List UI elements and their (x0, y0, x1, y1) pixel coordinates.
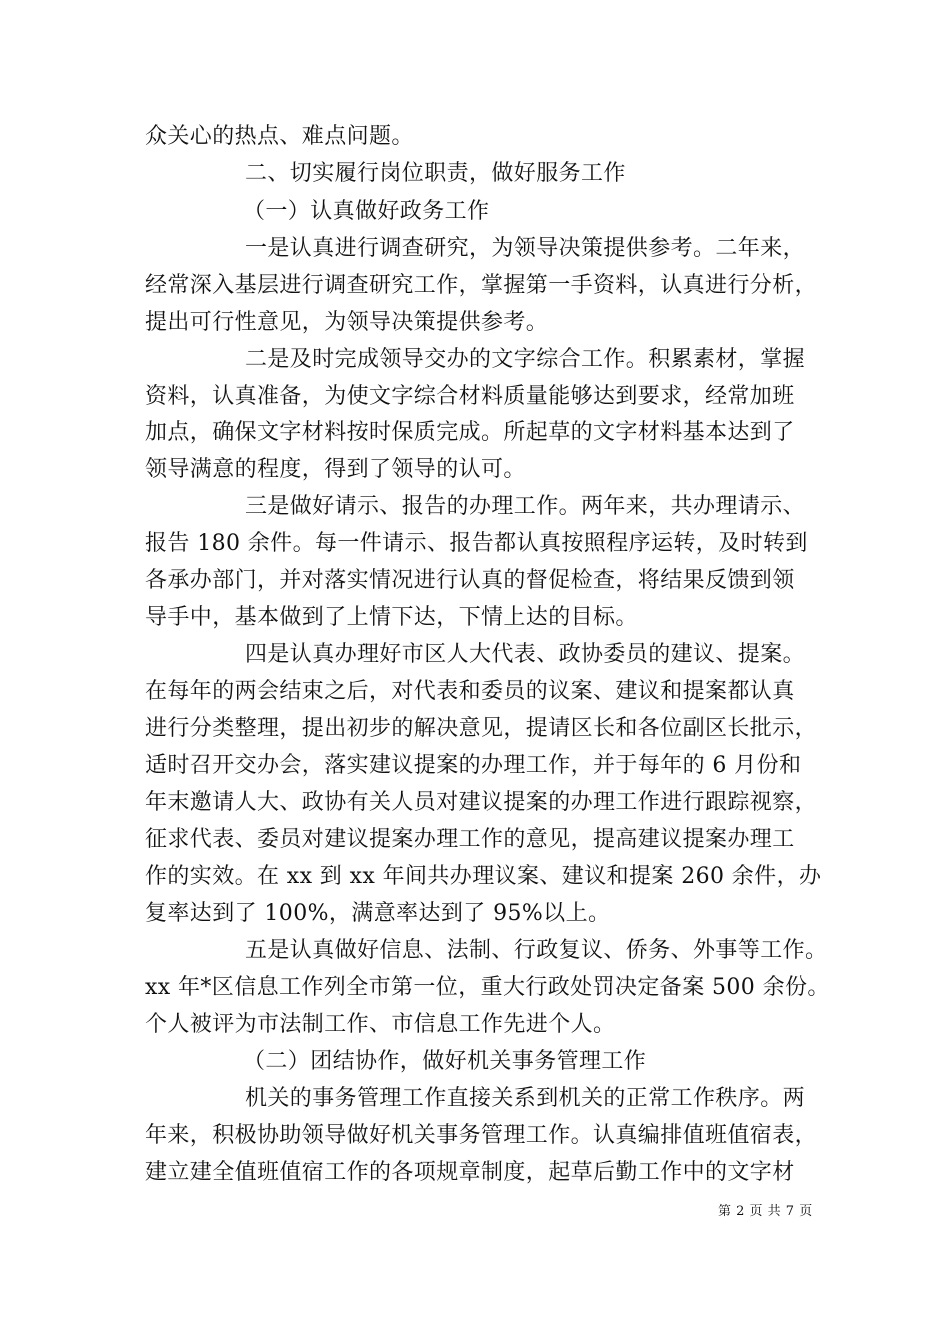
text-line: 经常深入基层进行调查研究工作，掌握第一手资料，认真进行分析， (145, 273, 818, 298)
text-line: 在每年的两会结束之后，对代表和委员的议案、建议和提案都认真 (145, 679, 795, 704)
text-line: 作的实效。在 xx 到 xx 年间共办理议案、建议和提案 260 余件，办 (145, 864, 822, 889)
text-line: 提出可行性意见，为领导决策提供参考。 (145, 310, 549, 335)
text-line: 各承办部门，并对落实情况进行认真的督促检查，将结果反馈到领 (145, 568, 795, 593)
page-number-footer: 第 2 页 共 7 页 (718, 1204, 813, 1219)
text-line: 机关的事务管理工作直接关系到机关的正常工作秩序。两 (245, 1086, 806, 1111)
text-line: 适时召开交办会，落实建议提案的办理工作，并于每年的 6 月份和 (145, 753, 802, 778)
subsection-heading: （一）认真做好政务工作 (243, 199, 490, 224)
text-line: 导手中，基本做到了上情下达，下情上达的目标。 (145, 605, 638, 630)
text-line: 四是认真办理好市区人大代表、政协委员的建议、提案。 (245, 642, 806, 667)
text-line: 三是做好请示、报告的办理工作。两年来，共办理请示、 (245, 494, 806, 519)
subsection-heading: （二）团结协作，做好机关事务管理工作 (243, 1049, 647, 1074)
text-line: 年来，积极协助领导做好机关事务管理工作。认真编排值班值宿表， (145, 1123, 818, 1148)
text-line: 个人被评为市法制工作、市信息工作先进个人。 (145, 1012, 616, 1037)
text-line: xx 年*区信息工作列全市第一位，重大行政处罚决定备案 500 余份。 (145, 975, 830, 1000)
text-line: 众关心的热点、难点问题。 (145, 124, 414, 149)
text-line: 加点，确保文字材料按时保质完成。所起草的文字材料基本达到了 (145, 420, 795, 445)
text-line: 五是认真做好信息、法制、行政复议、侨务、外事等工作。 (245, 938, 828, 963)
text-line: 二是及时完成领导交办的文字综合工作。积累素材，掌握 (245, 347, 806, 372)
text-line: 年末邀请人大、政协有关人员对建议提案的办理工作进行跟踪视察， (145, 790, 818, 815)
text-line: 报告 180 余件。每一件请示、报告都认真按照程序运转，及时转到 (145, 531, 808, 556)
text-line: 进行分类整理，提出初步的解决意见，提请区长和各位副区长批示， (145, 716, 818, 741)
text-line: 资料，认真准备，为使文字综合材料质量能够达到要求，经常加班 (145, 384, 795, 409)
section-heading: 二、切实履行岗位职责，做好服务工作 (245, 161, 626, 186)
text-line: 一是认真进行调查研究，为领导决策提供参考。二年来， (245, 236, 806, 261)
text-line: 复率达到了 100%，满意率达到了 95%以上。 (145, 901, 611, 926)
text-line: 征求代表、委员对建议提案办理工作的意见，提高建议提案办理工 (145, 827, 795, 852)
text-line: 领导满意的程度，得到了领导的认可。 (145, 457, 526, 482)
text-line: 建立建全值班值宿工作的各项规章制度，起草后勤工作中的文字材 (145, 1160, 795, 1185)
